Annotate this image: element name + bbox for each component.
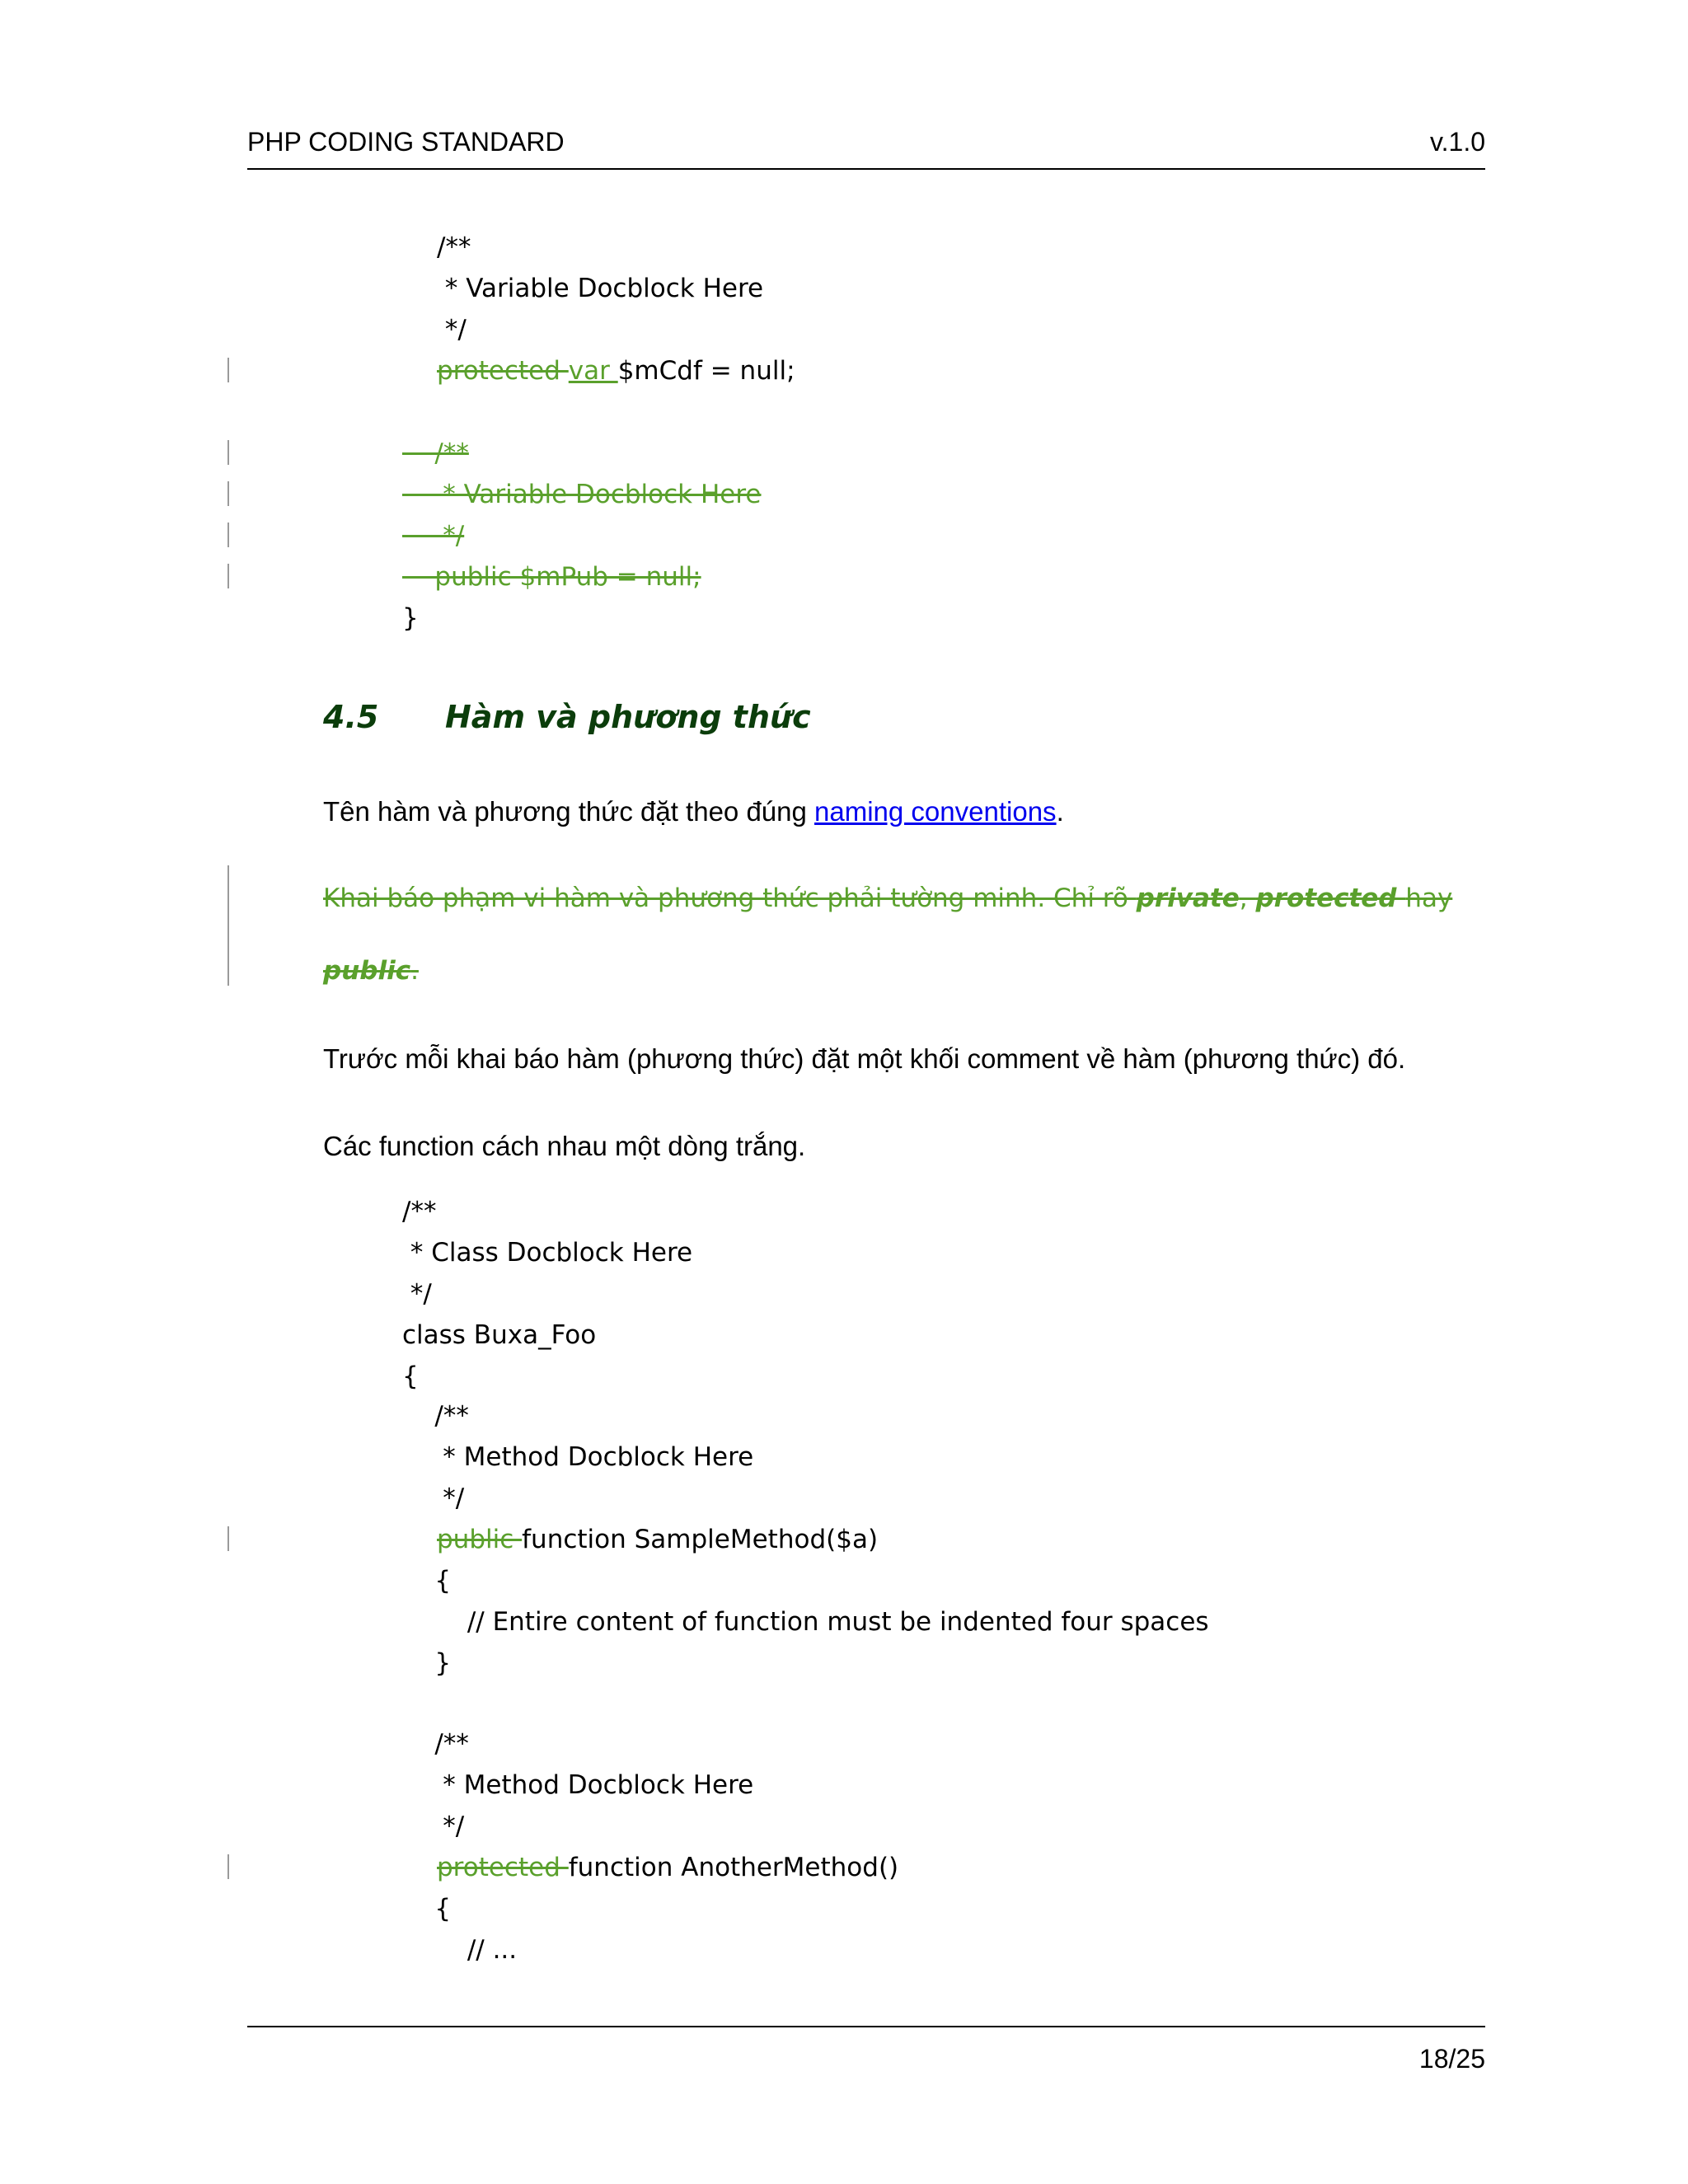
code-line: // Entire content of function must be indented four spaces bbox=[402, 1607, 1209, 1637]
code-line: * Variable Docblock Here bbox=[437, 274, 764, 303]
naming-conventions-link[interactable]: naming conventions bbox=[814, 796, 1057, 827]
section-heading bbox=[323, 699, 811, 735]
code-line bbox=[437, 354, 795, 387]
code-line: * Method Docblock Here bbox=[402, 1442, 754, 1472]
deleted-text: protected bbox=[437, 1853, 569, 1882]
deleted-code-line: * Variable Docblock Here bbox=[402, 480, 762, 509]
code-line: { bbox=[402, 1361, 419, 1391]
deleted-text: protected bbox=[437, 356, 569, 386]
change-bar bbox=[227, 440, 229, 465]
page-header bbox=[247, 125, 1485, 170]
change-bar bbox=[227, 1526, 229, 1551]
change-bar bbox=[227, 1854, 229, 1879]
change-bar bbox=[227, 358, 229, 382]
deleted-paragraph-line bbox=[323, 956, 419, 986]
section-number: 4.5 bbox=[323, 699, 379, 735]
change-bar bbox=[227, 564, 229, 588]
code-line: /** bbox=[402, 1729, 469, 1759]
code-line bbox=[437, 1523, 878, 1556]
code-line: * Class Docblock Here bbox=[402, 1238, 693, 1268]
change-bar bbox=[227, 865, 229, 986]
deleted-keyword: private bbox=[1136, 883, 1240, 913]
paragraph-text: Tên hàm và phương thức đặt theo đúng bbox=[323, 796, 815, 827]
paragraph-end: . bbox=[1056, 796, 1064, 827]
deleted-keyword: public bbox=[323, 956, 411, 986]
deleted-text: public bbox=[437, 1525, 523, 1554]
deleted-code-line: /** bbox=[402, 438, 469, 468]
deleted-code-line: */ bbox=[402, 521, 465, 551]
deleted-text: . bbox=[410, 956, 419, 986]
code-text: $mCdf = null; bbox=[617, 356, 795, 386]
code-line: /** bbox=[437, 232, 471, 262]
deleted-code-line: public $mPub = null; bbox=[402, 562, 701, 592]
code-line: */ bbox=[402, 1483, 465, 1513]
code-line: { bbox=[402, 1894, 452, 1924]
code-line: // ... bbox=[402, 1935, 518, 1965]
code-text: function AnotherMethod() bbox=[568, 1853, 899, 1882]
paragraph bbox=[323, 796, 1064, 827]
inserted-text: var bbox=[568, 356, 618, 386]
footer-rule bbox=[247, 2026, 1485, 2027]
section-title: Hàm và phương thức bbox=[445, 699, 811, 735]
code-line: /** bbox=[402, 1197, 437, 1226]
code-line: */ bbox=[437, 315, 467, 344]
deleted-text: hay bbox=[1405, 883, 1453, 913]
deleted-text: , bbox=[1239, 883, 1256, 913]
header-version: v.1.0 bbox=[1430, 127, 1485, 157]
code-line: { bbox=[402, 1566, 452, 1596]
code-line: /** bbox=[402, 1401, 469, 1431]
code-line: */ bbox=[402, 1279, 432, 1309]
header-title: PHP CODING STANDARD bbox=[247, 127, 565, 157]
deleted-keyword: protected bbox=[1255, 883, 1406, 913]
code-line: * Method Docblock Here bbox=[402, 1770, 754, 1800]
code-line: } bbox=[402, 1648, 452, 1678]
change-bar bbox=[227, 523, 229, 547]
deleted-paragraph-line bbox=[323, 883, 1452, 913]
code-line: */ bbox=[402, 1811, 465, 1841]
change-bar bbox=[227, 481, 229, 506]
paragraph: Các function cách nhau một dòng trắng. bbox=[323, 1131, 806, 1161]
paragraph: Trước mỗi khai báo hàm (phương thức) đặt một khối comment về hàm (phương thức) đó. bbox=[323, 1043, 1406, 1074]
code-text: function SampleMethod($a) bbox=[522, 1525, 879, 1554]
code-line: class Buxa_Foo bbox=[402, 1320, 597, 1350]
code-line bbox=[437, 1851, 898, 1884]
deleted-text: Khai báo phạm vi hàm và phương thức phải tường minh. Chỉ rõ bbox=[323, 883, 1137, 913]
code-line: } bbox=[402, 603, 419, 633]
page-number: 18/25 bbox=[1418, 2044, 1485, 2074]
